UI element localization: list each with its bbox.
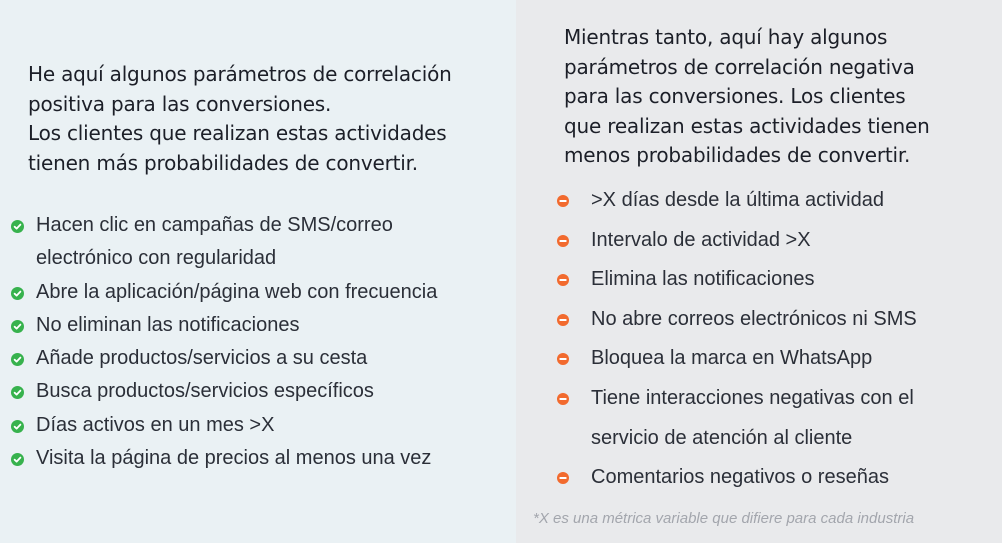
negative-heading-line: menos probabilidades de convertir. xyxy=(564,143,911,167)
negative-list xyxy=(557,181,997,498)
list-item xyxy=(557,260,997,300)
list-item-text: servicio de atención al cliente xyxy=(591,426,853,449)
check-circle-icon xyxy=(11,220,24,233)
check-circle-icon xyxy=(11,453,24,466)
positive-heading-line: He aquí algunos parámetros de correlación xyxy=(28,62,452,86)
list-item-text: Añade productos/servicios a su cesta xyxy=(36,347,368,370)
list-item xyxy=(557,181,997,221)
list-item xyxy=(11,342,511,375)
list-item-text: No abre correos electrónicos ni SMS xyxy=(591,307,917,330)
list-item xyxy=(11,442,511,475)
minus-circle-icon xyxy=(557,353,569,365)
list-item xyxy=(557,458,997,498)
list-item-text: >X días desde la última actividad xyxy=(591,189,884,211)
list-item xyxy=(11,276,511,309)
negative-heading-line: para las conversiones. Los clientes xyxy=(564,84,906,108)
list-item-text: Tiene interacciones negativas con el xyxy=(591,386,914,409)
list-item xyxy=(557,339,997,379)
check-circle-icon xyxy=(11,386,24,399)
negative-heading-line: parámetros de correlación negativa xyxy=(564,54,915,79)
negative-correlation-panel xyxy=(516,0,1002,543)
list-item-text: Días activos en un mes >X xyxy=(36,413,275,436)
negative-heading xyxy=(564,23,984,171)
list-item xyxy=(11,409,511,442)
minus-circle-icon xyxy=(557,274,569,286)
check-circle-icon xyxy=(11,287,24,300)
list-item xyxy=(11,375,511,408)
positive-heading-line: tienen más probabilidades de convertir. xyxy=(28,150,418,175)
list-item xyxy=(11,309,511,342)
list-item-text: Visita la página de precios al menos una vez xyxy=(36,447,432,470)
check-circle-icon xyxy=(11,320,24,333)
positive-heading-line: positiva para las conversiones. xyxy=(28,91,332,116)
check-circle-icon xyxy=(11,420,24,433)
list-item-text: No eliminan las notificaciones xyxy=(36,313,300,336)
list-item xyxy=(11,209,511,242)
list-item-text: Busca productos/servicios específicos xyxy=(36,380,374,403)
list-item-text: Hacen clic en campañas de SMS/correo xyxy=(36,214,393,236)
list-item xyxy=(557,379,997,419)
positive-list xyxy=(11,209,511,475)
minus-circle-icon xyxy=(557,195,569,207)
list-item-continuation xyxy=(557,419,997,459)
minus-circle-icon xyxy=(557,393,569,405)
positive-heading xyxy=(28,60,498,178)
list-item xyxy=(557,300,997,340)
list-item-text: electrónico con regularidad xyxy=(36,247,277,270)
minus-circle-icon xyxy=(557,314,569,326)
list-item-text: Bloquea la marca en WhatsApp xyxy=(591,347,873,370)
footnote: *X es una métrica variable que difiere para cada industria xyxy=(533,510,915,527)
list-item xyxy=(557,221,997,261)
list-item-text: Intervalo de actividad >X xyxy=(591,228,811,251)
list-item-text: Comentarios negativos o reseñas xyxy=(591,466,889,489)
check-circle-icon xyxy=(11,353,24,366)
list-item-text: Abre la aplicación/página web con frecuencia xyxy=(36,280,438,303)
minus-circle-icon xyxy=(557,235,569,247)
positive-heading-line: Los clientes que realizan estas actividades xyxy=(28,121,447,145)
list-item-text: Elimina las notificaciones xyxy=(591,268,815,291)
minus-circle-icon xyxy=(557,472,569,484)
list-item-continuation xyxy=(11,242,511,275)
negative-heading-line: Mientras tanto, aquí hay algunos xyxy=(564,25,888,49)
negative-heading-line: que realizan estas actividades tienen xyxy=(564,113,930,138)
